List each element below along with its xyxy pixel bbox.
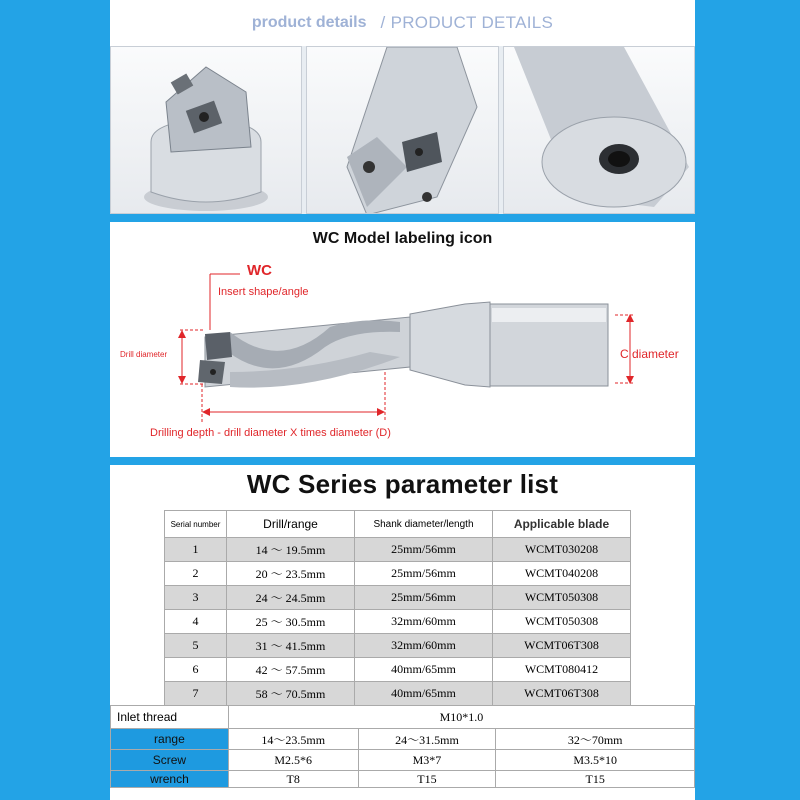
- range-cell: 20 ～ 23.5mm: [227, 562, 355, 586]
- inlet-thread-label: Inlet thread: [111, 706, 229, 729]
- range-cell: 24 ～ 24.5mm: [227, 586, 355, 610]
- range-row: [111, 729, 695, 750]
- blade-cell: WCMT050308: [493, 610, 631, 634]
- table-row: [165, 562, 631, 586]
- range-cell: 14 ～ 19.5mm: [227, 538, 355, 562]
- range-value: 24～31.5mm: [358, 729, 496, 750]
- shank-cell: 32mm/60mm: [355, 610, 493, 634]
- drill-diameter-label: Drill diameter: [120, 350, 168, 359]
- wrench-label: wrench: [111, 771, 229, 788]
- range-value: 14～23.5mm: [228, 729, 358, 750]
- header-serial: Serial number: [165, 511, 227, 538]
- header-blade: Applicable blade: [493, 511, 631, 538]
- screw-row: [111, 750, 695, 771]
- shank-cell: 25mm/56mm: [355, 586, 493, 610]
- shank-cell: 32mm/60mm: [355, 634, 493, 658]
- shank-cell: 25mm/56mm: [355, 538, 493, 562]
- parameter-list-panel: [110, 465, 695, 800]
- screw-value: M3.5*10: [496, 750, 695, 771]
- range-value: 32～70mm: [496, 729, 695, 750]
- diagram-annotations: [110, 222, 695, 457]
- range-cell: 25 ～ 30.5mm: [227, 610, 355, 634]
- serial-cell: 6: [165, 658, 227, 682]
- header-title-primary: product details: [251, 14, 367, 31]
- table-row: [165, 538, 631, 562]
- extra-spec-table: [110, 705, 695, 788]
- range-cell: 58 ～ 70.5mm: [227, 682, 355, 706]
- shank-cell: 25mm/56mm: [355, 562, 493, 586]
- inlet-thread-row: [111, 706, 695, 729]
- parameter-list-title: WC Series parameter list: [246, 469, 559, 499]
- blade-cell: WCMT050308: [493, 586, 631, 610]
- header-title-secondary: / PRODUCT DETAILS: [380, 13, 554, 32]
- header-shank: Shank diameter/length: [355, 511, 493, 538]
- serial-cell: 5: [165, 634, 227, 658]
- serial-cell: 3: [165, 586, 227, 610]
- screw-label: Screw: [111, 750, 229, 771]
- range-cell: 42 ～ 57.5mm: [227, 658, 355, 682]
- blade-cell: WCMT06T308: [493, 634, 631, 658]
- photo-drill-shank: [503, 46, 695, 214]
- wrench-row: [111, 771, 695, 788]
- serial-cell: 2: [165, 562, 227, 586]
- blade-cell: WCMT040208: [493, 562, 631, 586]
- inlet-thread-value: M10*1.0: [228, 706, 694, 729]
- drilling-depth-label: Drilling depth - drill diameter X times diameter (D): [150, 427, 391, 439]
- blade-cell: WCMT030208: [493, 538, 631, 562]
- wrench-value: T15: [358, 771, 496, 788]
- shank-cell: 40mm/65mm: [355, 658, 493, 682]
- diagram-title: WC Model labeling icon: [312, 230, 493, 247]
- table-row: [165, 610, 631, 634]
- serial-cell: 4: [165, 610, 227, 634]
- screw-value: M2.5*6: [228, 750, 358, 771]
- table-row: [165, 658, 631, 682]
- range-cell: 31 ～ 41.5mm: [227, 634, 355, 658]
- blade-cell: WCMT06T308: [493, 682, 631, 706]
- insert-shape-label: Insert shape/angle: [218, 286, 309, 298]
- wc-label: WC: [247, 262, 272, 279]
- table-row: [165, 682, 631, 706]
- wrench-value: T15: [496, 771, 695, 788]
- shank-cell: 40mm/65mm: [355, 682, 493, 706]
- blade-cell: WCMT080412: [493, 658, 631, 682]
- wrench-value: T8: [228, 771, 358, 788]
- header-drill-range: Drill/range: [227, 511, 355, 538]
- table-row: [165, 586, 631, 610]
- parameter-table: [164, 510, 631, 706]
- table-row: [165, 634, 631, 658]
- product-photos: [110, 46, 695, 214]
- photo-drill-insert: [306, 46, 498, 214]
- model-labeling-diagram: [110, 222, 695, 457]
- serial-cell: 1: [165, 538, 227, 562]
- c-diameter-label: C diameter: [620, 347, 679, 361]
- serial-cell: 7: [165, 682, 227, 706]
- photo-drill-head: [110, 46, 302, 214]
- screw-value: M3*7: [358, 750, 496, 771]
- product-details-header: [110, 0, 695, 46]
- range-label: range: [111, 729, 229, 750]
- table-header-row: [165, 511, 631, 538]
